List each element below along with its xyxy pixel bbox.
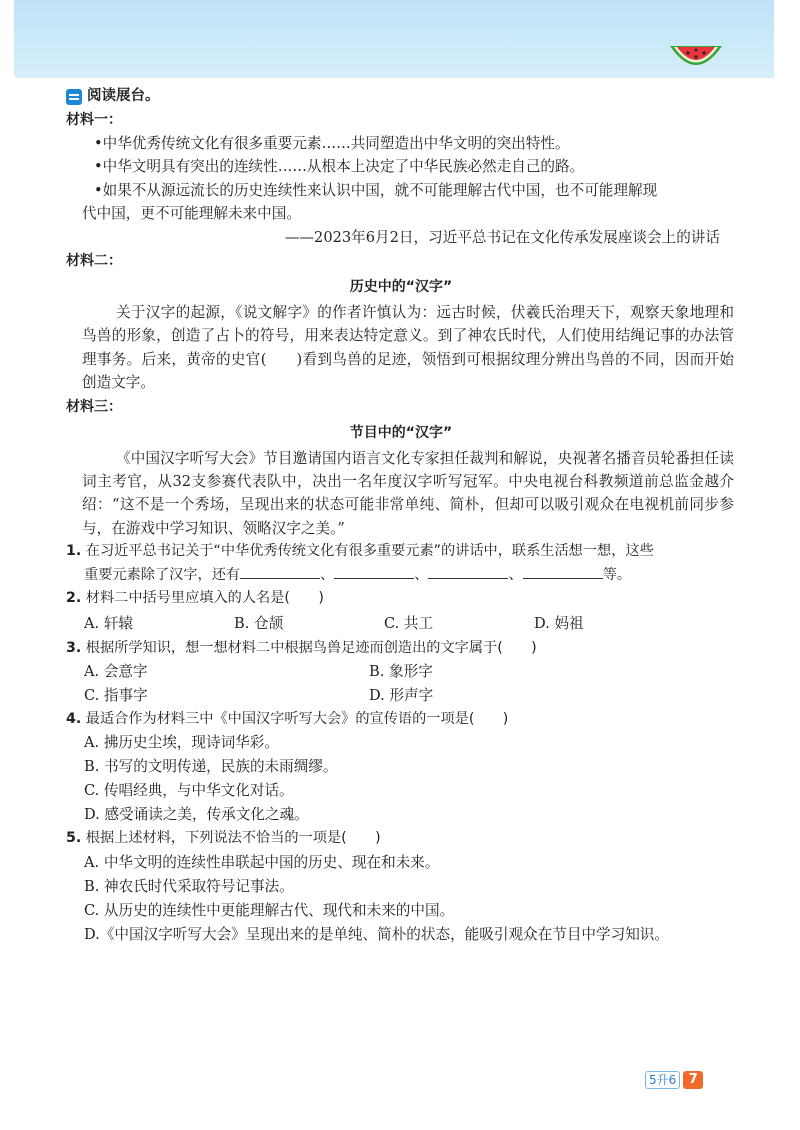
material-1-bullet: •如果不从源远流长的历史连续性来认识中国，就不可能理解古代中国，也不可能理解现 <box>94 181 658 199</box>
answer-blank[interactable] <box>428 564 508 579</box>
question-text: 最适合作为材料三中《中国汉字听写大会》的宣传语的一项是( ) <box>85 710 509 727</box>
question-number: 4. <box>66 710 82 727</box>
separator: 、 <box>320 566 335 583</box>
separator: 、 <box>414 566 429 583</box>
material-3-text: 《中国汉字听写大会》节目邀请国内语言文化专家担任裁判和解说，央视著名播音员轮番担任读词主考官，从32支参赛代表队中，决出一名年度汉字听写冠军。中央电视台科教频道前总监金越介绍：“这不是一个秀场，呈现出来的状态可能非常单纯、简朴，但却可以吸引观众在电视机前同步参与，在游戏中学习知识、领略汉字之美。” <box>82 449 734 537</box>
material-3-title: 节目中的“汉字” <box>349 424 453 441</box>
material-2-text: 关于汉字的起源，《说文解字》的作者许慎认为：远古时候，伏羲氏治理天下，观察天象地理和鸟兽的形象，创造了占卜的符号，用来表达特定意义。到了神农氏时代，人们使用结绳记事的办法管理事务。后来，黄帝的史官( )看到鸟兽的足迹，领悟到可根据纹理分辨出鸟兽的不同，因而开始创造文字。 <box>82 304 734 392</box>
grade-badge: 5升6 <box>645 1071 680 1089</box>
option-a[interactable]: A. 拂历史尘埃，现诗词华彩。 <box>84 734 279 752</box>
list-icon <box>66 89 82 105</box>
material-1-bullet: •中华优秀传统文化有很多重要元素……共同塑造出中华文明的突出特性。 <box>94 135 570 152</box>
question-1-answer-line <box>66 564 736 587</box>
page-number: 7 <box>683 1071 703 1089</box>
question-number: 5. <box>66 830 82 847</box>
question-number: 2. <box>66 590 82 607</box>
reading-section <box>66 86 736 947</box>
section-title: 阅读展台。 <box>87 88 160 105</box>
answer-blank[interactable] <box>240 564 320 579</box>
page-footer <box>645 1071 703 1089</box>
option-d[interactable]: D.《中国汉字听写大会》呈现出来的是单纯、简朴的状态，能吸引观众在节目中学习知识。 <box>84 925 669 943</box>
header-band <box>14 0 774 78</box>
material-2-label: 材料二： <box>66 253 122 270</box>
option-d[interactable]: D. 妈祖 <box>534 614 584 632</box>
separator: 、 <box>508 566 523 583</box>
option-c[interactable]: C. 传唱经典，与中华文化对话。 <box>84 782 294 800</box>
question-text: 根据所学知识，想一想材料二中根据鸟兽足迹而创造出的文字属于( ) <box>85 639 537 656</box>
options-row <box>66 611 736 637</box>
material-1-label: 材料一： <box>66 112 122 128</box>
option-a[interactable]: A. 会意字 <box>84 662 148 680</box>
material-1-source: ——2023年6月2日，习近平总书记在文化传承发展座谈会上的讲话 <box>284 228 720 246</box>
material-1-bullet-cont: 代中国，更不可能理解未来中国。 <box>82 205 301 223</box>
option-c[interactable]: C. 指事字 <box>84 686 148 704</box>
option-b[interactable]: B. 象形字 <box>369 662 433 680</box>
option-d[interactable]: D. 形声字 <box>369 686 434 704</box>
question-3 <box>66 637 736 660</box>
question-text: 在习近平总书记关于“中华优秀传统文化有很多重要元素”的讲话中，联系生活想一想，这些 <box>85 543 654 560</box>
option-b[interactable]: B. 仓颉 <box>234 614 284 632</box>
question-4 <box>66 708 736 731</box>
question-end: 等。 <box>602 566 632 583</box>
question-1 <box>66 540 736 563</box>
question-2 <box>66 587 736 610</box>
option-a[interactable]: A. 中华文明的连续性串联起中国的历史、现在和未来。 <box>84 853 440 871</box>
question-text: 根据上述材料，下列说法不恰当的一项是( ) <box>85 830 381 847</box>
option-b[interactable]: B. 书写的文明传递，民族的未雨绸缪。 <box>84 758 338 776</box>
answer-blank[interactable] <box>334 564 414 579</box>
material-1-bullet: •中华文明具有突出的连续性……从根本上决定了中华民族必然走自己的路。 <box>94 158 585 176</box>
option-b[interactable]: B. 神农氏时代采取符号记事法。 <box>84 877 294 895</box>
material-3-label: 材料三： <box>66 398 122 415</box>
option-c[interactable]: C. 从历史的连续性中更能理解古代、现代和未来的中国。 <box>84 901 455 919</box>
question-text: 材料二中括号里应填入的人名是( ) <box>85 590 324 607</box>
option-a[interactable]: A. 轩辕 <box>84 614 134 632</box>
options-row <box>66 660 736 684</box>
option-d[interactable]: D. 感受诵读之美，传承文化之魂。 <box>84 806 309 824</box>
question-text-cont: 重要元素除了汉字，还有 <box>84 566 241 583</box>
options-row <box>66 684 736 708</box>
question-5 <box>66 827 736 850</box>
option-c[interactable]: C. 共工 <box>384 614 434 632</box>
section-header <box>66 86 736 108</box>
answer-blank[interactable] <box>523 564 603 579</box>
material-2-title: 历史中的“汉字” <box>349 279 453 296</box>
question-number: 1. <box>66 543 82 560</box>
question-number: 3. <box>66 639 82 656</box>
watermelon-icon <box>666 40 726 82</box>
